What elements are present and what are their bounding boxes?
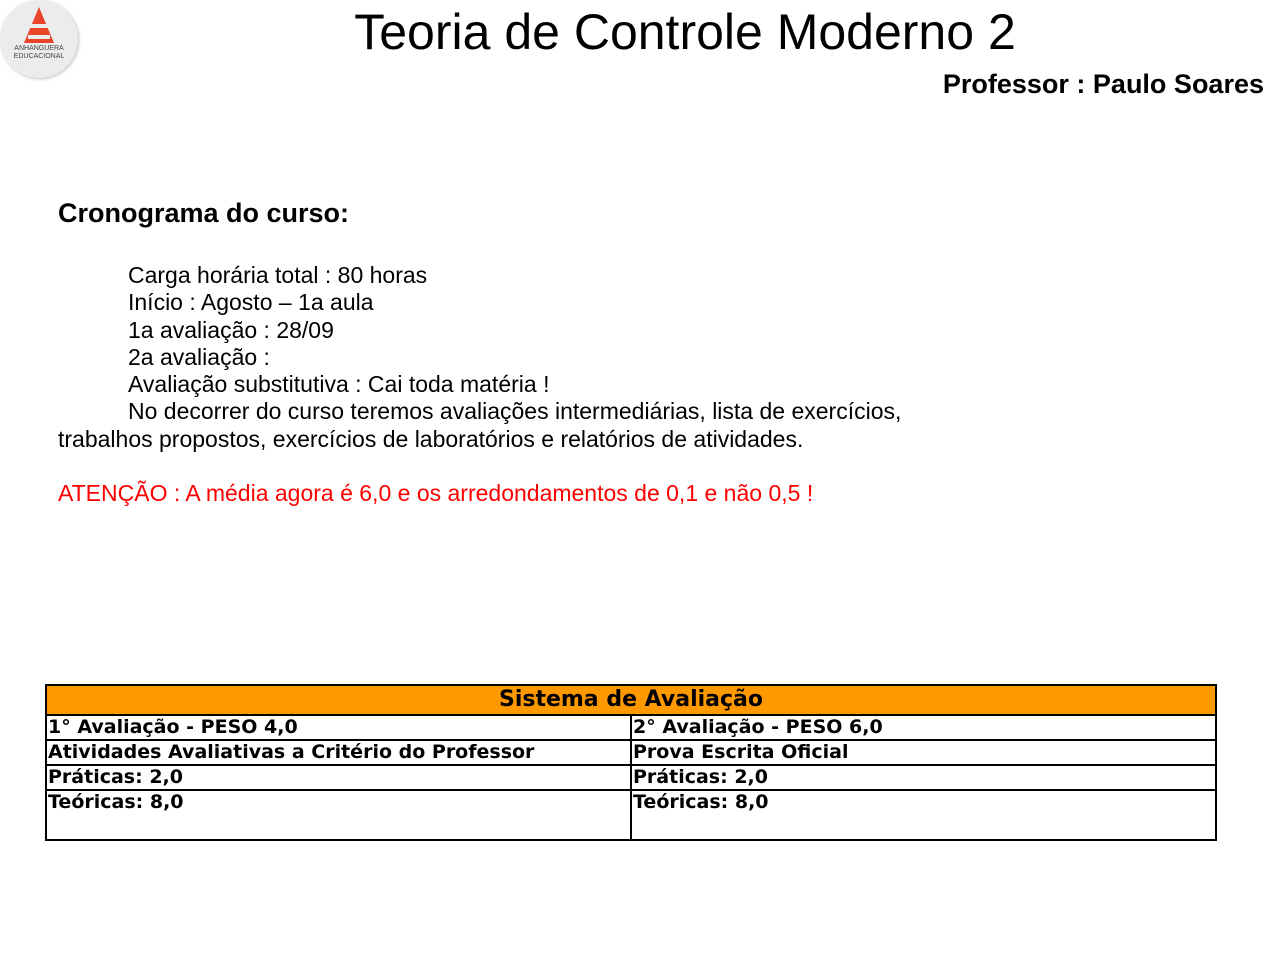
table-row [46,765,1216,790]
table-row [46,740,1216,765]
table-cell: Práticas: 2,0 [631,765,1216,790]
table-cell: Práticas: 2,0 [46,765,631,790]
table-cell: Teóricas: 8,0 [631,790,1216,840]
start-line: Início : Agosto – 1a aula [128,289,374,316]
evaluations-note-line-1: No decorrer do curso teremos avaliações intermediárias, lista de exercícios, [128,398,902,425]
substitute-eval-line: Avaliação substitutiva : Cai toda matéria ! [128,371,550,398]
evaluation-table [45,684,1217,841]
table-header-row [46,685,1216,715]
schedule-heading: Cronograma do curso: [58,198,350,228]
page-title: Teoria de Controle Moderno 2 [354,4,1016,60]
second-eval-line: 2a avaliação : [128,343,270,370]
table-cell: Prova Escrita Oficial [631,740,1216,765]
first-eval-line: 1a avaliação : 28/09 [128,316,334,343]
table-cell: 1° Avaliação - PESO 4,0 [46,715,631,740]
workload-line: Carga horária total : 80 horas [128,262,428,288]
evaluations-note-line-2: trabalhos propostos, exercícios de laboratórios e relatórios de atividades. [58,425,804,452]
table-cell: Teóricas: 8,0 [46,790,631,840]
professor-name: Professor : Paulo Soares [942,69,1264,99]
logo-text: ANHANGUERA EDUCACIONAL [13,45,65,60]
table-row [46,790,1216,840]
table-cell: Atividades Avaliativas a Critério do Professor [46,740,631,765]
attention-note: ATENÇÃO : A média agora é 6,0 e os arredondamentos de 0,1 e não 0,5 ! [58,480,814,507]
table-title: Sistema de Avaliação [46,685,1216,715]
schedule-body [58,262,1018,508]
spacer [58,453,1018,480]
table-row [46,715,1216,740]
table-cell: 2° Avaliação - PESO 6,0 [631,715,1216,740]
